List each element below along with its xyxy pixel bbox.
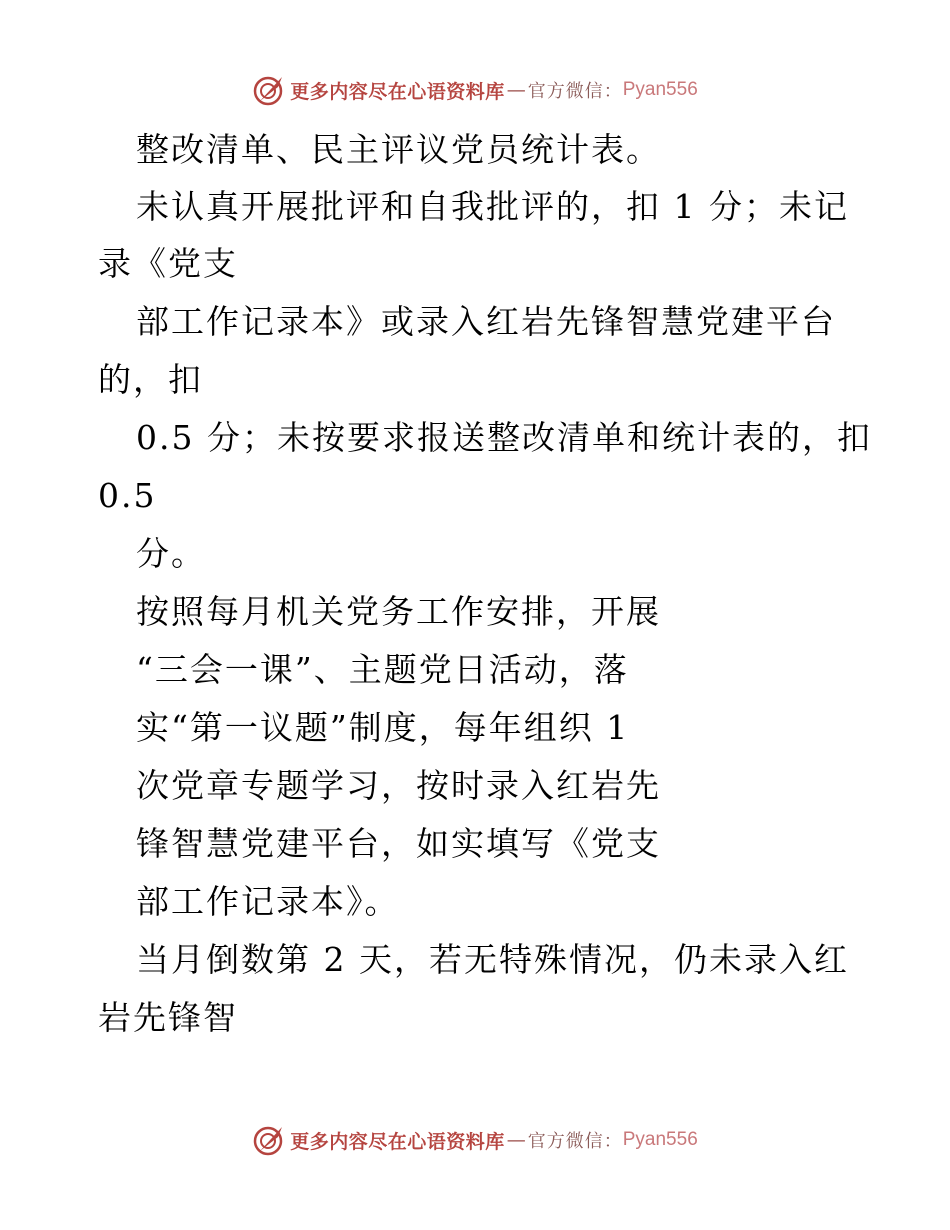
text-line: 当月倒数第 2 天，若无特殊情况，仍未录入红: [136, 940, 849, 979]
watermark-dash: —: [506, 1129, 526, 1151]
text-line: “三会一课”、主题党日活动，落: [136, 650, 629, 689]
text-line: 录《党支: [98, 244, 238, 283]
watermark-wechat-id: Pyan556: [622, 79, 698, 100]
text-line: 未认真开展批评和自我批评的，扣 1 分；未记: [136, 187, 849, 226]
text-line: 部工作记录本》。: [136, 882, 400, 921]
text-line: 0.5: [98, 476, 157, 515]
text-line: 0.5 分；未按要求报送整改清单和统计表的，扣: [136, 418, 872, 457]
watermark-wechat-id: Pyan556: [622, 1129, 698, 1150]
quill-pen-logo-icon: [252, 1123, 286, 1157]
text-line: 岩先锋智: [98, 998, 238, 1037]
text-line: 的，扣: [98, 360, 203, 399]
watermark-text: 更多内容尽在心语资料库: [290, 1130, 505, 1153]
text-line: 部工作记录本》或录入红岩先锋智慧党建平台: [136, 302, 836, 341]
text-line: 分。: [136, 534, 206, 573]
text-line: 锋智慧党建平台，如实填写《党支: [136, 824, 661, 863]
watermark-text: 更多内容尽在心语资料库: [290, 80, 505, 103]
watermark-dash: —: [506, 79, 526, 101]
watermark-wechat-label: 官方微信：: [527, 81, 623, 102]
watermark-wechat-label: 官方微信：: [527, 1131, 623, 1152]
text-line: 次党章专题学习，按时录入红岩先: [136, 766, 661, 805]
footer-watermark: [0, 1120, 950, 1160]
text-line: 实“第一议题”制度，每年组织 1: [136, 708, 630, 747]
header-watermark: [0, 70, 950, 110]
quill-pen-logo-icon: [252, 73, 286, 107]
text-line: 整改清单、民主评议党员统计表。: [136, 130, 661, 169]
text-line: 按照每月机关党务工作安排，开展: [136, 592, 661, 631]
